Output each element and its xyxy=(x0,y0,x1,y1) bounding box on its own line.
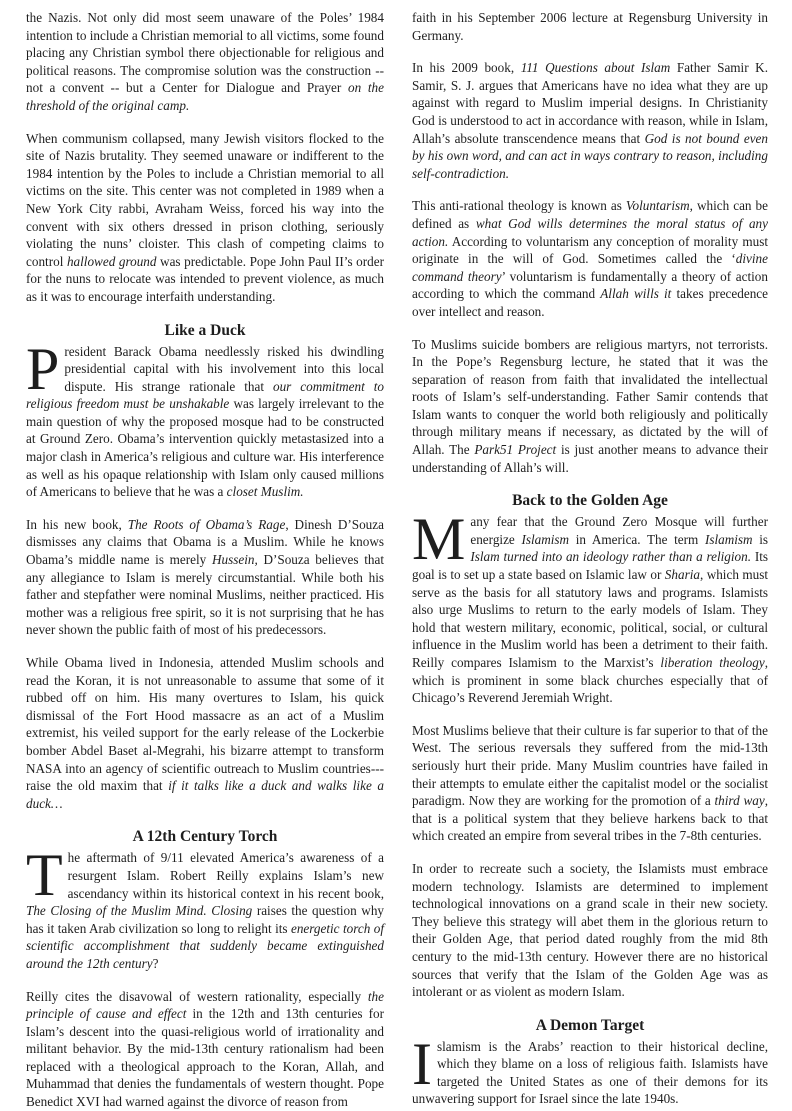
text-run: , which can be defined as xyxy=(412,198,768,231)
paragraph xyxy=(26,516,384,639)
text-run: the Nazis. Not only did most seem unaware of the Poles’ 1984 intention to include a Christian memorial to all victims, some found placing any Christian symbol there objectionable for religious and political reasons. The compromise solution was the construction -- not a convent -- but a Center for Dialogue and Prayer xyxy=(26,10,384,96)
text-run: D’Souza believes that any allegiance to Islam is merely circumstantial. While both his father and stepfather were nominal Muslims, neither practiced. His mother was a religious free spirit, so it is not surprising that he has never shown the public faith of most of his predecessors. xyxy=(26,552,384,638)
section-back-to-the-golden-age xyxy=(412,491,768,510)
text-run: Father Samir K. Samir, S. J. argues that Americans have no idea what they are up against with regard to Muslim imperial designs. In Christianity God is understood to act in accordance with reason, while in Islam, Allah’s absolute transcendence means that xyxy=(412,60,769,146)
section-heading: A Demon Target xyxy=(535,1016,645,1034)
section-heading: A 12th Century Torch xyxy=(132,828,278,846)
italic-run: our commitment to religious freedom must be unshakable xyxy=(26,378,384,412)
paragraph: faith in his September 2006 lecture at Regensburg University in Germany. xyxy=(412,10,768,43)
italic-run: Park51 Project xyxy=(474,442,557,458)
text-run: any fear that the Ground Zero Mosque will further energize xyxy=(470,514,768,547)
section-heading: Like a Duck xyxy=(164,321,246,339)
italic-run: closet Muslim. xyxy=(226,484,304,500)
italic-run: Islam turned into an ideology rather than a religion. xyxy=(470,549,752,565)
paragraph xyxy=(412,336,768,477)
italic-run: Sharia xyxy=(664,567,700,583)
paragraph xyxy=(412,197,768,320)
text-run: , that is a political system that they believe harkens back to that which created an empire from several tribes in the 7-8th centuries. xyxy=(412,793,768,844)
text-run: This anti-rational theology is known as xyxy=(412,198,626,214)
left-column xyxy=(26,9,384,1111)
paragraph xyxy=(412,59,768,182)
paragraph xyxy=(26,988,384,1111)
text-run: , which must serve as the basis for all statutory laws and programs. Islamists also urge Muslims to return to the early models of Islam. They hold that western military, economic, political, social, or cultural influence in the Muslim world has been a detriment to their faith. Reilly compares Islamism to the Marxist’s xyxy=(412,567,768,670)
paragraph xyxy=(26,335,384,501)
text-run: in the 12th and 13th centuries for Islam’s descent into the quasi-religious world of irrationality and militant behavior. By the mid-13th century rationalism had been replaced with a theological approach to the Koran, Allah, and Muhammad that denies the fundamentals of western thought. Pope Benedict XVI had warned against the divorce of reason from xyxy=(26,1006,384,1110)
italic-run: what God wills determines the moral status of any action. xyxy=(412,215,768,249)
drop-cap: I xyxy=(412,1030,432,1097)
text-run: he aftermath of 9/11 elevated America’s awareness of a resurgent Islam. Robert Reilly explains Islam’s new ascendancy within its historical context in his recent book, xyxy=(67,850,384,901)
text-run: According to voluntarism any conception of morality must originate in the will of God. Sometimes called the ‘ xyxy=(412,233,768,267)
text-run: While Obama lived in Indonesia, attended Muslim schools and read the Koran, it is not unreasonable to assume that some of it rubbed off on him. His many overtures to Islam, his quick dismissal of the Fort Hood massacre as an act of a Muslim extremist, his veiled support for the early release of the Lockerbie bomber Abdel Baset al-Megrahi, his bizarre attempt to transform NASA into an agency of scientific outreach to Muslim countries---raise the old maxim that xyxy=(26,655,384,794)
drop-cap: P xyxy=(26,335,60,402)
italic-run: Closing xyxy=(211,903,253,919)
section-like-a-duck xyxy=(26,321,384,340)
italic-run: hallowed ground xyxy=(66,253,157,269)
section-heading: Back to the Golden Age xyxy=(512,492,668,510)
paragraph xyxy=(26,842,385,972)
text-run: was largely irrelevant to the main question of why the proposed mosque had to be constructed at Ground Zero. Obama’s intervention quickly metastasized into a major clash in America’s religious and culture war. His interference as well as his opaque relationship with Islam only caused millions of Americans to believe that he was a xyxy=(26,396,384,500)
italic-run: The Closing of the Muslim Mind. xyxy=(26,903,207,919)
text-run: ? xyxy=(152,955,159,971)
italic-run: third way xyxy=(714,793,765,809)
text-run: , which is prominent in some black churches especially that of Chicago’s Reverend Jeremiah Wright. xyxy=(412,655,768,706)
text-run: is just another means to advance their understanding of Allah’s will. xyxy=(412,442,769,475)
text-run: Its goal is to set up a state based on Islamic law or xyxy=(412,549,768,583)
text-run: raises the question why has it taken Arab civilization so long to relight its xyxy=(26,903,385,936)
text-run: To Muslims suicide bombers are religious martyrs, not terrorists. In the Pope’s Regensburg lecture, he stated that it was the separation of reason from faith that invalidated the intellectual roots of Islam’s self-understanding. Father Samir contends that Islam wants to conquer the world both religiously and politically through military means if necessary, as dictated by the will of Allah. The xyxy=(412,336,768,458)
text-run: ’ voluntarism is fundamentally a theory of action according to which the command xyxy=(412,268,768,302)
paragraph xyxy=(26,654,384,812)
text-run: In his 2009 book, xyxy=(412,60,521,76)
italic-run: on the threshold of the original camp. xyxy=(26,80,384,113)
text-run: When communism collapsed, many Jewish visitors flocked to the site of Nazis brutality. They seemed unaware or indifferent to the 1984 intention by the Poles to include a Christian memorial to all victims on the site. This center was not completed in 1989 when a New York City rabbi, Avraham Weiss, forced his way into the convent with six others dressed in prison clothing, seriously violating the nuns’ cloister. This clash of competing claims to control xyxy=(26,130,384,269)
paragraph xyxy=(412,1030,768,1108)
text-run: slamism is the Arabs’ reaction to their historical decline, which they blame on a loss of religious faith. Islamists have targeted the United States as one of their demons for its unwavering support for Israel since the late 1940s. xyxy=(412,1038,768,1107)
text-run: Reilly cites the disavowal of western rationality, especially xyxy=(26,988,368,1004)
paragraph xyxy=(412,722,768,845)
drop-cap: M xyxy=(412,506,466,573)
section-a-demon-target xyxy=(412,1016,768,1035)
text-run: is xyxy=(752,531,769,547)
text-run: takes precedence over intellect and reason. xyxy=(412,286,768,319)
section-12th-century-torch xyxy=(26,827,384,846)
text-run: in America. The term xyxy=(569,531,705,547)
italic-run: the principle of cause and effect xyxy=(26,988,384,1022)
paragraph xyxy=(26,130,384,306)
italic-run: if it talks like a duck and walks like a duck… xyxy=(26,778,384,811)
italic-run: The Roots of Obama’s Rage xyxy=(127,516,286,532)
text-run: was predictable. Pope John Paul II’s order for the nuns to relocate was intended to prevent violence, as much as it was to encourage interfaith understanding. xyxy=(26,253,385,304)
drop-cap: T xyxy=(26,842,63,909)
italic-run: 111 Questions about Islam xyxy=(520,60,671,76)
italic-run: Islamism xyxy=(521,531,570,547)
paragraph xyxy=(26,9,384,115)
italic-run: energetic torch of scientific accomplishment that suddenly became extinguished around the 12th century xyxy=(26,920,384,971)
text-run: Most Muslims believe that their culture is far superior to that of the West. The serious reversals they suffered from the mid-13th seriously hurt their pride. Many Muslim countries have failed in their attempts to emulate either the capitalist model or the socialist paradigm. Now they are working for the promotion of a xyxy=(412,722,768,809)
italic-run: divine command theory xyxy=(412,251,768,284)
text-run: In his new book, xyxy=(26,516,128,532)
italic-run: Hussein, xyxy=(211,552,258,568)
text-run: resident Barack Obama needlessly risked his dwindling presidential capital with his involvement into this local dispute. His strange rationale that xyxy=(64,343,384,394)
italic-run: Voluntarism xyxy=(625,198,690,214)
right-column xyxy=(412,9,768,1108)
text-run: , Dinesh D’Souza dismisses any claims that Obama is a Muslim. While he knows Obama’s middle name is merely xyxy=(26,516,384,568)
italic-run: Allah wills it xyxy=(600,286,672,302)
italic-run: Islamism xyxy=(704,531,753,547)
paragraph xyxy=(412,506,769,707)
italic-run: God is not bound even by his own word, and can act in ways contrary to reason, including self-contradiction. xyxy=(412,130,768,181)
italic-run: liberation theology xyxy=(660,655,765,670)
paragraph: In order to recreate such a society, the Islamists must embrace modern technology. Islamists are determined to implement technological innovations on a grand scale in their new society. They believe this strategy will abet them in the glorious return to their Golden Age, that period dated roughly from the mid 8th century to the mid-13th century. However there are no historical sources that verify that the Islam of the Golden Age was as intolerant or as violent as modern Islam. xyxy=(412,860,768,1000)
